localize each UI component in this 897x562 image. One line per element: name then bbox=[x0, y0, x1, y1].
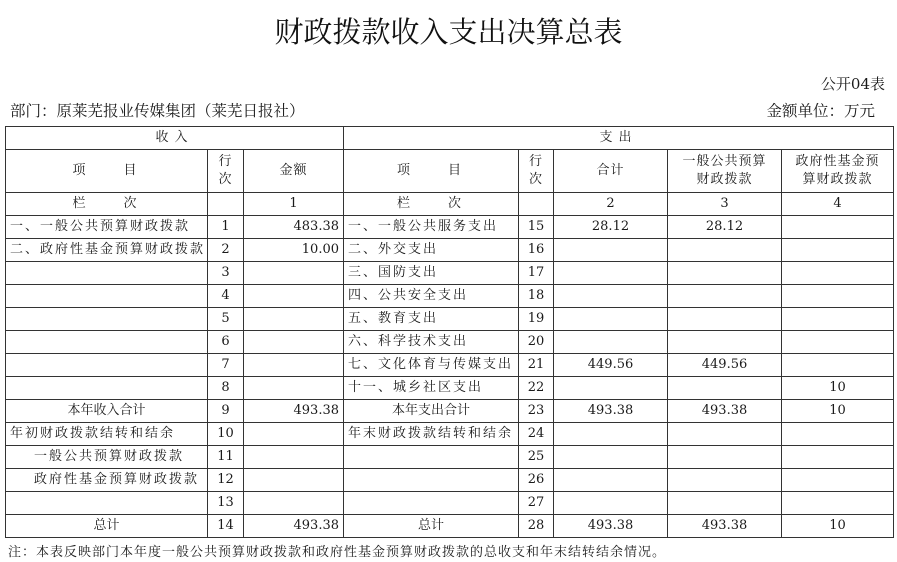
expense-total bbox=[554, 469, 668, 492]
table-row bbox=[6, 469, 894, 492]
report-table bbox=[5, 126, 894, 538]
expense-item bbox=[344, 469, 519, 492]
expense-item: 二、外交支出 bbox=[344, 239, 519, 262]
expense-total bbox=[554, 239, 668, 262]
income-row-no: 2 bbox=[208, 239, 244, 262]
income-row-no: 4 bbox=[208, 285, 244, 308]
income-row-no: 13 bbox=[208, 492, 244, 515]
income-amount bbox=[244, 377, 344, 400]
expense-row-no: 25 bbox=[519, 446, 554, 469]
expense-item: 十一、城乡社区支出 bbox=[344, 377, 519, 400]
column-index-label: 栏 次 bbox=[6, 193, 208, 216]
income-row-no: 11 bbox=[208, 446, 244, 469]
col-header-row-no-text: 行次 bbox=[218, 154, 233, 187]
column-index-exp-label: 栏 次 bbox=[344, 193, 519, 216]
expense-item bbox=[344, 446, 519, 469]
income-item bbox=[6, 492, 208, 515]
expense-row-no: 18 bbox=[519, 285, 554, 308]
expense-row-no: 17 bbox=[519, 262, 554, 285]
col-header-general-budget-text: 一般公共预算财政拨款 bbox=[682, 154, 767, 187]
income-item: 一、一般公共预算财政拨款 bbox=[6, 216, 208, 239]
income-amount bbox=[244, 308, 344, 331]
expense-fund bbox=[782, 469, 894, 492]
income-item: 一般公共预算财政拨款 bbox=[6, 446, 208, 469]
page-title: 财政拨款收入支出决算总表 bbox=[274, 15, 623, 49]
expense-general: 493.38 bbox=[668, 400, 782, 423]
expense-general: 449.56 bbox=[668, 354, 782, 377]
expense-general: 493.38 bbox=[668, 515, 782, 538]
expense-general bbox=[668, 469, 782, 492]
income-item: 年初财政拨款结转和结余 bbox=[6, 423, 208, 446]
table-row bbox=[6, 446, 894, 469]
expense-row-no: 21 bbox=[519, 354, 554, 377]
expense-item: 七、文化体育与传媒支出 bbox=[344, 354, 519, 377]
expense-fund: 10 bbox=[782, 400, 894, 423]
expense-fund bbox=[782, 308, 894, 331]
expense-total bbox=[554, 423, 668, 446]
expense-total: 493.38 bbox=[554, 515, 668, 538]
expense-row-no: 27 bbox=[519, 492, 554, 515]
table-row bbox=[6, 308, 894, 331]
column-index-fund: 4 bbox=[782, 193, 894, 216]
expense-fund bbox=[782, 423, 894, 446]
expense-row-no: 23 bbox=[519, 400, 554, 423]
expense-total: 493.38 bbox=[554, 400, 668, 423]
income-item: 总计 bbox=[6, 515, 208, 538]
income-item bbox=[6, 308, 208, 331]
col-header-general-budget bbox=[668, 150, 782, 193]
income-row-no: 6 bbox=[208, 331, 244, 354]
income-item: 二、政府性基金预算财政拨款 bbox=[6, 239, 208, 262]
expense-fund bbox=[782, 239, 894, 262]
expense-item: 一、一般公共服务支出 bbox=[344, 216, 519, 239]
expense-total bbox=[554, 285, 668, 308]
column-index-amount: 1 bbox=[244, 193, 344, 216]
expense-general bbox=[668, 331, 782, 354]
income-item bbox=[6, 377, 208, 400]
income-amount bbox=[244, 492, 344, 515]
expense-row-no: 16 bbox=[519, 239, 554, 262]
income-row-no: 1 bbox=[208, 216, 244, 239]
expense-total bbox=[554, 446, 668, 469]
expense-fund: 10 bbox=[782, 377, 894, 400]
col-header-fund-budget-text: 政府性基金预算财政拨款 bbox=[795, 154, 880, 187]
column-index-general: 3 bbox=[668, 193, 782, 216]
expense-general bbox=[668, 308, 782, 331]
income-item bbox=[6, 354, 208, 377]
income-row-no: 8 bbox=[208, 377, 244, 400]
income-amount: 483.38 bbox=[244, 216, 344, 239]
expense-general bbox=[668, 423, 782, 446]
income-amount bbox=[244, 446, 344, 469]
column-index-row bbox=[6, 193, 894, 216]
column-index-blank bbox=[208, 193, 244, 216]
column-header-row bbox=[6, 150, 894, 193]
income-row-no: 3 bbox=[208, 262, 244, 285]
expense-item: 六、科学技术支出 bbox=[344, 331, 519, 354]
expense-row-no: 19 bbox=[519, 308, 554, 331]
table-row bbox=[6, 354, 894, 377]
income-amount bbox=[244, 331, 344, 354]
expense-total bbox=[554, 331, 668, 354]
col-header-row-no bbox=[208, 150, 244, 193]
column-index-total: 2 bbox=[554, 193, 668, 216]
footnote: 注：本表反映部门本年度一般公共预算财政拨款和政府性基金预算财政拨款的总收支和年末结转结余情况。 bbox=[8, 545, 667, 560]
income-amount bbox=[244, 423, 344, 446]
expense-total: 449.56 bbox=[554, 354, 668, 377]
expense-total bbox=[554, 262, 668, 285]
expense-fund bbox=[782, 262, 894, 285]
expense-general: 28.12 bbox=[668, 216, 782, 239]
expense-general bbox=[668, 239, 782, 262]
income-section-header: 收入 bbox=[6, 127, 344, 150]
income-row-no: 5 bbox=[208, 308, 244, 331]
table-row bbox=[6, 285, 894, 308]
income-row-no: 9 bbox=[208, 400, 244, 423]
table-row bbox=[6, 423, 894, 446]
col-header-amount: 金额 bbox=[244, 150, 344, 193]
expense-fund bbox=[782, 285, 894, 308]
expense-total bbox=[554, 308, 668, 331]
expense-row-no: 20 bbox=[519, 331, 554, 354]
income-amount: 10.00 bbox=[244, 239, 344, 262]
table-row bbox=[6, 262, 894, 285]
expense-row-no: 22 bbox=[519, 377, 554, 400]
income-row-no: 10 bbox=[208, 423, 244, 446]
amount-unit-label: 金额单位：万元 bbox=[766, 102, 875, 120]
expense-row-no: 24 bbox=[519, 423, 554, 446]
table-row bbox=[6, 377, 894, 400]
expense-item: 年末财政拨款结转和结余 bbox=[344, 423, 519, 446]
expense-fund bbox=[782, 446, 894, 469]
expense-general bbox=[668, 285, 782, 308]
expense-item: 总计 bbox=[344, 515, 519, 538]
expense-item: 五、教育支出 bbox=[344, 308, 519, 331]
column-index-exp-blank bbox=[519, 193, 554, 216]
expense-general bbox=[668, 262, 782, 285]
col-header-exp-item: 项 目 bbox=[344, 150, 519, 193]
expense-item: 四、公共安全支出 bbox=[344, 285, 519, 308]
col-header-item: 项 目 bbox=[6, 150, 208, 193]
income-item bbox=[6, 331, 208, 354]
section-header-row bbox=[6, 127, 894, 150]
expense-row-no: 15 bbox=[519, 216, 554, 239]
income-item: 本年收入合计 bbox=[6, 400, 208, 423]
table-row bbox=[6, 216, 894, 239]
expense-fund bbox=[782, 216, 894, 239]
expense-row-no: 28 bbox=[519, 515, 554, 538]
expense-item bbox=[344, 492, 519, 515]
income-row-no: 7 bbox=[208, 354, 244, 377]
col-header-exp-row-no bbox=[519, 150, 554, 193]
expense-total bbox=[554, 492, 668, 515]
table-row-grand-total bbox=[6, 515, 894, 538]
income-amount bbox=[244, 285, 344, 308]
expense-fund: 10 bbox=[782, 515, 894, 538]
expense-general bbox=[668, 492, 782, 515]
expense-section-header: 支出 bbox=[344, 127, 894, 150]
income-amount bbox=[244, 469, 344, 492]
expense-fund bbox=[782, 331, 894, 354]
table-row bbox=[6, 492, 894, 515]
col-header-exp-row-no-text: 行次 bbox=[529, 154, 544, 187]
income-row-no: 14 bbox=[208, 515, 244, 538]
col-header-fund-budget bbox=[782, 150, 894, 193]
table-row bbox=[6, 331, 894, 354]
expense-row-no: 26 bbox=[519, 469, 554, 492]
table-row bbox=[6, 239, 894, 262]
department-label: 部门：原莱芜报业传媒集团（莱芜日报社） bbox=[10, 102, 305, 120]
income-item bbox=[6, 285, 208, 308]
expense-item: 本年支出合计 bbox=[344, 400, 519, 423]
income-amount: 493.38 bbox=[244, 400, 344, 423]
col-header-total: 合计 bbox=[554, 150, 668, 193]
expense-general bbox=[668, 446, 782, 469]
income-amount bbox=[244, 262, 344, 285]
income-item: 政府性基金预算财政拨款 bbox=[6, 469, 208, 492]
expense-fund bbox=[782, 354, 894, 377]
expense-total: 28.12 bbox=[554, 216, 668, 239]
income-item bbox=[6, 262, 208, 285]
table-row-year-total bbox=[6, 400, 894, 423]
income-row-no: 12 bbox=[208, 469, 244, 492]
expense-total bbox=[554, 377, 668, 400]
expense-general bbox=[668, 377, 782, 400]
expense-fund bbox=[782, 492, 894, 515]
expense-item: 三、国防支出 bbox=[344, 262, 519, 285]
income-amount: 493.38 bbox=[244, 515, 344, 538]
form-number: 公开04表 bbox=[820, 75, 885, 93]
income-amount bbox=[244, 354, 344, 377]
